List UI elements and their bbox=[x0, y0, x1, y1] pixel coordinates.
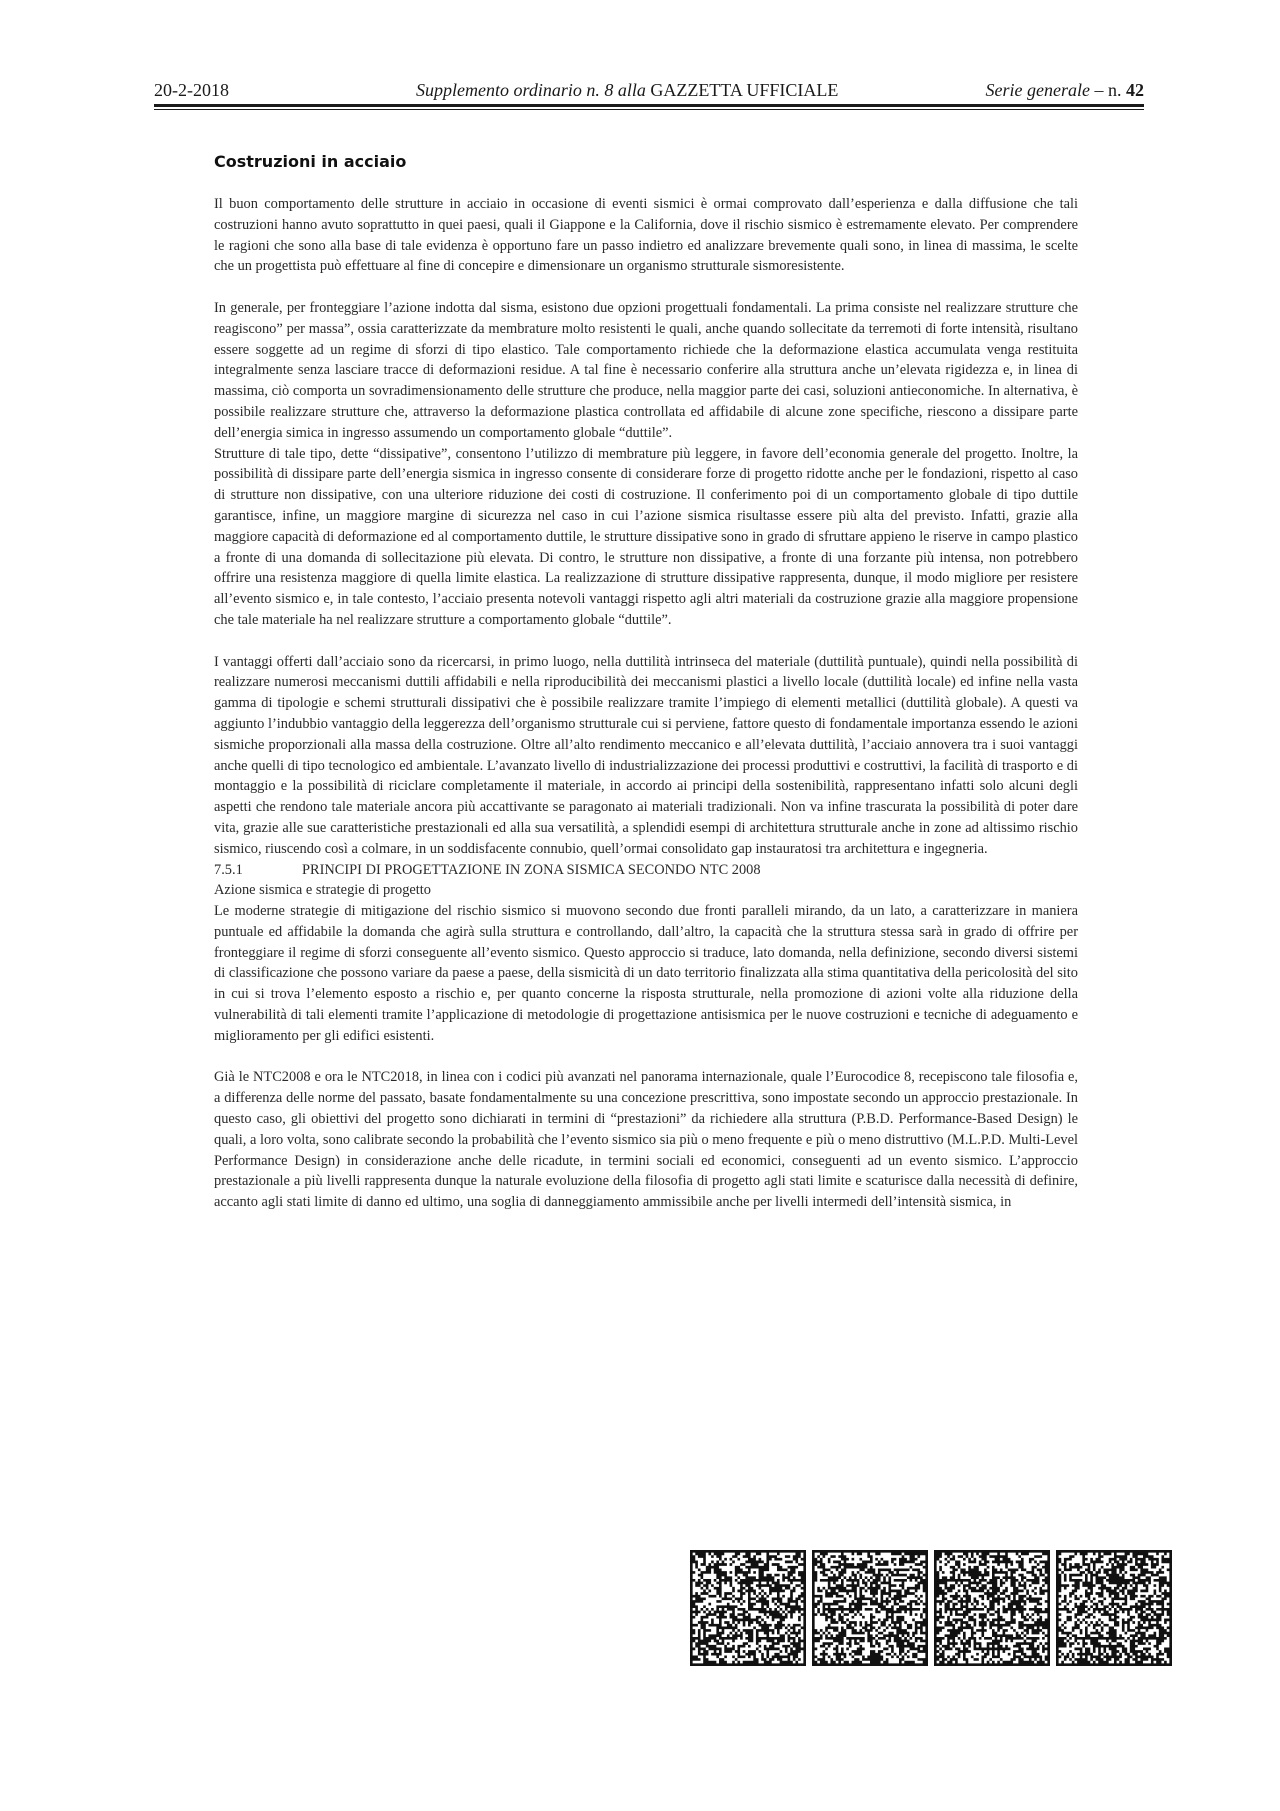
header-series-label: Serie generale bbox=[985, 80, 1090, 100]
paragraph: Strutture di tale tipo, dette “dissipative”, consentono l’utilizzo di membrature più leggere, in favore dell’economia generale del progetto. Inoltre, la possibilità di dissipare parte dell’energia sismica in ingresso consente di considerare forze di progetto ridotte anche per le fondazioni, rispetto al caso di strutture non dissipative, con una ulteriore riduzione dei costi di costruzione. Il conferimento poi di un comportamento globale di tipo duttile garantisce, infine, un maggiore margine di sicurezza nel caso in cui l’azione sismica risultasse essere più alta del previsto. Infatti, grazie alla maggiore capacità di deformazione ed al comportamento duttile, le strutture dissipative sono in grado di sfruttare appieno le riserve in campo plastico a fronte di una domanda di sollecitazione più elevata. Di contro, le strutture non dissipative, a fronte di una forzante più intensa, non potrebbero offrire una resistenza maggiore di quella limite elastica. La realizzazione di strutture dissipative rappresenta, dunque, il modo migliore per resistere all’evento sismico e, in tale contesto, l’acciaio presenta notevoli vantaggi rispetto agli altri materiali da costruzione grazie alla maggiore propensione che tale materiale ha nel realizzare strutture a comportamento globale “duttile”. bbox=[214, 445, 1078, 628]
datamatrix-code-3 bbox=[934, 1550, 1050, 1666]
header-rule-thick bbox=[154, 104, 1144, 107]
datamatrix-codes bbox=[690, 1550, 1170, 1666]
document-body bbox=[214, 152, 1078, 1213]
section-number: 7.5.1 bbox=[214, 861, 243, 878]
header-series-sep: – n. bbox=[1090, 80, 1126, 100]
header-supplement: Supplemento ordinario n. 8 alla bbox=[416, 80, 646, 100]
section-title: PRINCIPI DI PROGETTAZIONE IN ZONA SISMICA SECONDO NTC 2008 bbox=[302, 861, 761, 878]
page-title: Costruzioni in acciaio bbox=[214, 152, 407, 171]
gazette-header bbox=[154, 80, 1144, 106]
header-page-number: 42 bbox=[1126, 80, 1144, 100]
datamatrix-code-1 bbox=[690, 1550, 806, 1666]
paragraph: Già le NTC2008 e ora le NTC2018, in linea con i codici più avanzati nel panorama internazionale, quale l’Eurocodice 8, recepiscono tale filosofia e, a differenza delle norme del passato, basate fondamentalmente su una concezione prescrittiva, sono impostate secondo un approccio prestazionale. In questo caso, gli obiettivi del progetto sono dichiarati in termini di “prestazioni” da richiedere alla struttura (P.B.D. Performance-Based Design) le quali, a loro volta, sono calibrate secondo la probabilità che l’evento sismico sia più o meno frequente e più o meno distruttivo (M.L.P.D. Multi-Level Performance Design) in considerazione anche delle ricadute, in termini sociali ed economici, conseguenti ad un evento sismico. L’approccio prestazionale a più livelli rappresenta dunque la naturale evoluzione della filosofia di progetto agli stati limite e scaturisce dalla necessità di definire, accanto agli stati limite di danno ed ultimo, una soglia di danneggiamento ammissibile anche per livelli intermedi dell’intensità sismica, in bbox=[214, 1069, 1078, 1211]
header-publication bbox=[416, 80, 838, 101]
subheading: Azione sismica e strategie di progetto bbox=[214, 882, 431, 899]
paragraph: In generale, per fronteggiare l’azione indotta dal sisma, esistono due opzioni progettuali fondamentali. La prima consiste nel realizzare strutture che reagiscono” per massa”, ossia caratterizzate da membrature molto resistenti le quali, anche quando sollecitate da terremoti di forte intensità, risultano essere soggette ad un regime di sforzi di tipo elastico. Tale comportamento richiede che la deformazione elastica accumulata venga restituita integralmente senza lasciare tracce di deformazioni residue. A tal fine è necessario conferire alla struttura anche un’elevata rigidezza e, in linea di massima, ciò comporta un sovradimensionamento delle strutture che produce, nella maggior parte dei casi, soluzioni antieconomiche. In alternativa, è possibile realizzare strutture che, attraverso la deformazione plastica controllata ed affidabile di alcune zone specifiche, riescono a dissipare parte dell’energia simica in ingresso assumendo un comportamento globale “duttile”. bbox=[214, 299, 1078, 441]
section-heading bbox=[214, 860, 1078, 881]
header-series bbox=[986, 80, 1144, 101]
datamatrix-code-4 bbox=[1056, 1550, 1172, 1666]
header-rule-thin bbox=[154, 109, 1144, 110]
header-gazette: GAZZETTA UFFICIALE bbox=[650, 80, 839, 100]
paragraph: I vantaggi offerti dall’acciaio sono da ricercarsi, in primo luogo, nella duttilità intrinseca del materiale (duttilità puntuale), quindi nella possibilità di realizzare numerosi meccanismi duttili affidabili e nella riproducibilità dei meccanismi plastici a livello locale (duttilità locale) ed infine nella vasta gamma di tipologie e schemi strutturali dissipativi che è possibile realizzare tramite l’impiego di elementi metallici (duttilità globale). A questi va aggiunto l’indubbio vantaggio della leggerezza dell’organismo strutturale cui si perviene, fattore questo di fondamentale importanza essendo le azioni sismiche proporzionali alla massa della costruzione. Oltre all’alto rendimento meccanico e all’elevata duttilità, l’acciaio annovera tra i suoi vantaggi anche quelli di tipo tecnologico ed ambientale. L’avanzato livello di industrializzazione dei processi produttivi e costruttivi, la facilità di trasporto e di montaggio e la possibilità di riciclare completamente il materiale, in accordo ai principi della sostenibilità, rappresentano infatti solo alcuni degli aspetti che rendono tale materiale ancora più accattivante se paragonato ai materiali tradizionali. Non va infine trascurata la possibilità di poter dare vita, grazie alle sue caratteristiche prestazionali ed alla sua versatilità, a splendidi esempi di architettura strutturale anche in zone ad altissimo rischio sismico, riuscendo così a colmare, in un soddisfacente connubio, quell’ormai consolidato gap instauratosi tra architettura e ingegneria. bbox=[214, 653, 1078, 857]
paragraph: Il buon comportamento delle strutture in acciaio in occasione di eventi sismici è ormai comprovato dall’esperienza e dalla diffusione che tali costruzioni hanno avuto soprattutto in quei paesi, quali il Giappone e la California, dove il rischio sismico è estremamente elevato. Per comprendere le ragioni che sono alla base di tale evidenza è opportuno fare un passo indietro ed analizzare brevemente quali sono, in linea di massima, le scelte che un progettista può effettuare al fine di concepire e dimensionare un organismo strutturale sismoresistente. bbox=[214, 196, 1078, 275]
header-date: 20-2-2018 bbox=[154, 80, 229, 100]
paragraph: Le moderne strategie di mitigazione del rischio sismico si muovono secondo due fronti paralleli mirando, da un lato, a caratterizzare in maniera puntuale ed affidabile la domanda che agirà sulla struttura e controllando, dall’altro, la capacità che la struttura stessa sarà in grado di offrire per fronteggiare il regime di sforzi conseguente all’evento sismico. Questo approccio si traduce, lato domanda, nella definizione, secondo diversi sistemi di classificazione che possono variare da paese a paese, della sismicità di un dato territorio finalizzata alla stima quantitativa della pericolosità del sito in cui si trova l’elemento esposto a rischio e, per quanto concerne la risposta strutturale, nella promozione di azioni volte alla riduzione della vulnerabilità di tali elementi tramite l’applicazione di metodologie di progettazione antisismica per le nuove costruzioni e tecniche di adeguamento e miglioramento per gli edifici esistenti. bbox=[214, 903, 1078, 1044]
datamatrix-code-2 bbox=[812, 1550, 928, 1666]
